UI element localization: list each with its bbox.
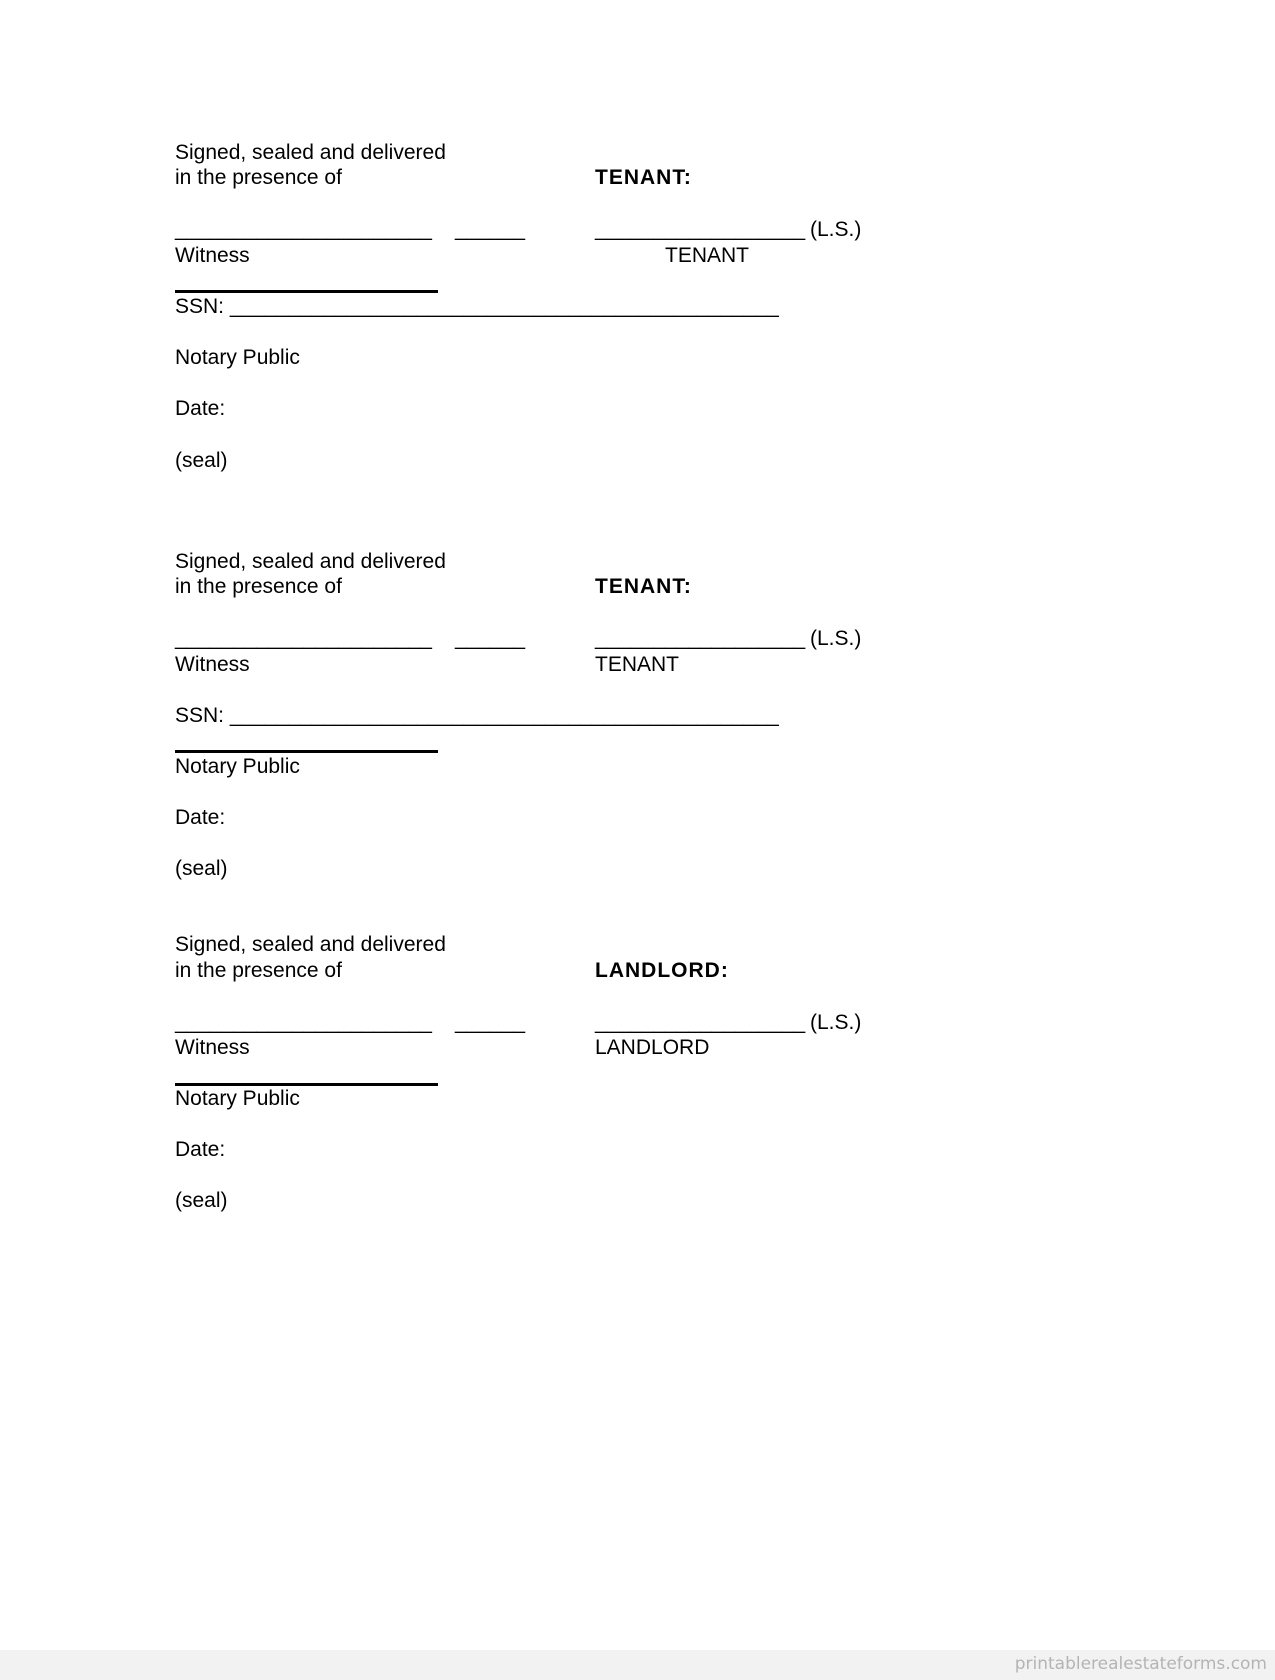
intro-line-1: Signed, sealed and delivered	[175, 550, 446, 573]
seal-label: (seal)	[175, 1189, 228, 1212]
witness-signature-blank[interactable]: ______________________	[175, 1011, 432, 1034]
notary-public-label: Notary Public	[175, 755, 300, 778]
tenant-signature-blank[interactable]: __________________	[595, 218, 806, 241]
notary-public-label: Notary Public	[175, 346, 300, 369]
witness-date-blank[interactable]: ______	[455, 1011, 526, 1034]
date-label: Date:	[175, 397, 226, 420]
party-label: TENANT	[595, 653, 679, 676]
notary-public-label: Notary Public	[175, 1087, 300, 1110]
party-label: TENANT	[665, 244, 749, 267]
witness-signature-blank[interactable]: ______________________	[175, 627, 432, 650]
ssn-field[interactable]: SSN: _______________________________________________	[175, 295, 779, 318]
ls-label: (L.S.)	[810, 218, 862, 241]
footer-bar	[0, 1650, 1275, 1680]
witness-date-blank[interactable]: ______	[455, 627, 526, 650]
intro-line-2: in the presence of	[175, 575, 342, 598]
landlord-signature-blank[interactable]: __________________	[595, 1011, 806, 1034]
notary-signature-line[interactable]	[175, 1083, 438, 1086]
date-label: Date:	[175, 806, 226, 829]
date-label: Date:	[175, 1138, 226, 1161]
party-heading: LANDLORD:	[595, 959, 729, 982]
intro-line-2: in the presence of	[175, 959, 342, 982]
ls-label: (L.S.)	[810, 1011, 862, 1034]
party-heading: TENANT:	[595, 575, 692, 598]
witness-label: Witness	[175, 653, 250, 676]
party-label: LANDLORD	[595, 1036, 710, 1059]
witness-signature-blank[interactable]: ______________________	[175, 218, 432, 241]
witness-label: Witness	[175, 244, 250, 267]
tenant-signature-blank[interactable]: __________________	[595, 627, 806, 650]
intro-line-2: in the presence of	[175, 166, 342, 189]
witness-date-blank[interactable]: ______	[455, 218, 526, 241]
watermark-text: printablerealestateforms.com	[1014, 1654, 1267, 1674]
ssn-field[interactable]: SSN: _______________________________________________	[175, 704, 779, 727]
witness-label: Witness	[175, 1036, 250, 1059]
ls-label: (L.S.)	[810, 627, 862, 650]
intro-line-1: Signed, sealed and delivered	[175, 933, 446, 956]
notary-signature-line[interactable]	[175, 290, 438, 293]
intro-line-1: Signed, sealed and delivered	[175, 141, 446, 164]
notary-signature-line[interactable]	[175, 750, 438, 753]
party-heading: TENANT:	[595, 166, 692, 189]
seal-label: (seal)	[175, 449, 228, 472]
seal-label: (seal)	[175, 857, 228, 880]
